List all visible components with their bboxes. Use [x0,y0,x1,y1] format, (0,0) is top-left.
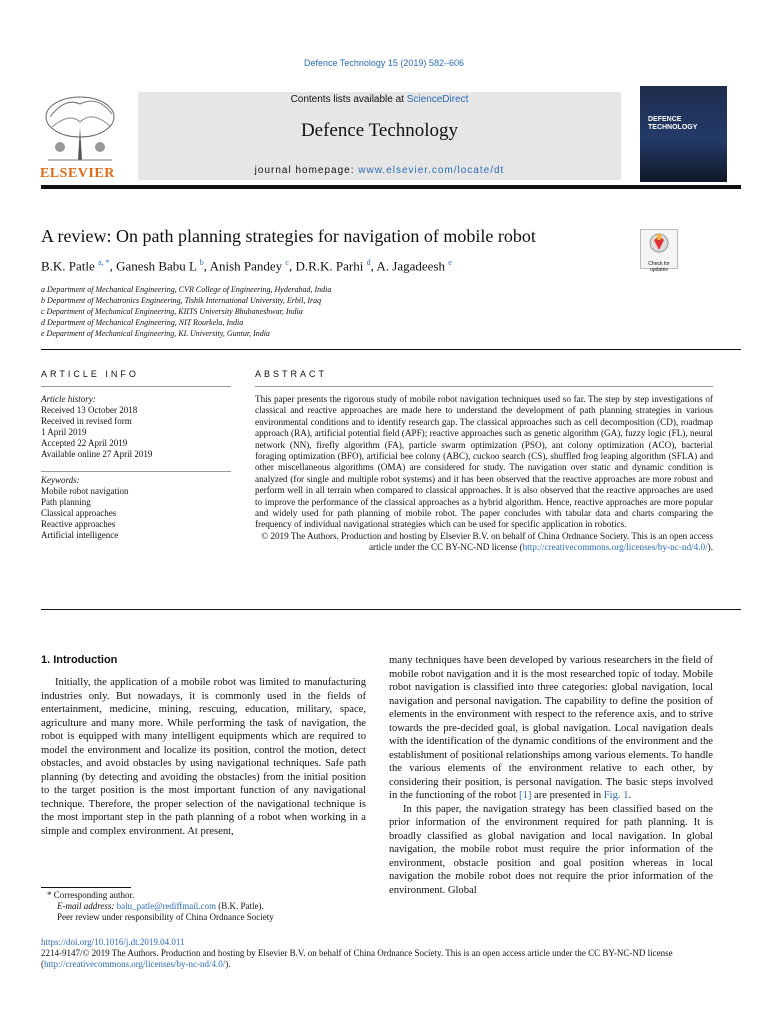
author-affil-sup[interactable]: c [285,258,289,267]
email-note [41,901,274,912]
affiliation: b Department of Mechatronics Engineering, Tishik International University, Erbil, Iraq [41,296,322,305]
intro-paragraph: In this paper, the navigation strategy has been classified based on the prior information of the environment required for path planning. It is broadly classified as global navigation and local navigation. In global navigation, the mobile robot must require the prior information of the environment, obstacle position and goal position whereas in local navigation the mobile robot does not require the prior information of the environment. Global [389,803,713,896]
history-item: Received 13 October 2018 [41,405,138,415]
history-item: 1 April 2019 [41,427,87,437]
intro-right-column [389,654,713,897]
history-item: Accepted 22 April 2019 [41,438,128,448]
reference-link[interactable]: [1] [519,790,532,801]
publisher-name: ELSEVIER [40,166,115,181]
journal-homepage [138,165,621,176]
issn-line [41,948,741,970]
author-name: Ganesh Babu L [116,258,197,274]
info-rule [41,386,231,387]
article-history [41,394,231,460]
bottom-matter [41,937,741,970]
email-link[interactable]: balu_patle@rediffmail.com [116,901,217,911]
author-affil-sup[interactable]: a, * [98,258,110,267]
peer-review-note: Peer review under responsibility of China Ordnance Society [57,912,274,922]
history-label: Article history: [41,394,96,404]
intro-heading: 1. Introduction [41,654,118,666]
homepage-link[interactable]: www.elsevier.com/locate/dt [358,165,505,176]
header-rule [41,185,741,189]
email-suffix: (B.K. Patle). [216,901,264,911]
text-run: many techniques have been developed by various researchers in the field of mobile robot navigation and it is the most researched topic of today. Mobile robot navigation is classified into three categories: global navigation, local navigation and personal navigation. The capability to define the position of elements in the environment with respect to the reference axis, and to strive towards the pre-decided goal, is global navigation. Local navigation deals with the identification of the dynamic conditions of the environment and the establishment of positional relationships among various elements. To handle the various elements of the environment relative to each other, by considering their position, is personal navigation. The basic steps involved in the functioning of the robot [389,655,713,801]
elsevier-tree-logo [40,92,120,162]
contents-prefix: Contents lists available at [290,94,407,105]
copyright-close: ). [707,542,713,553]
abstract-copyright [255,531,713,554]
figure-link[interactable]: Fig. 1 [603,790,629,801]
footnote-rule [41,887,131,888]
text-run: are presented in [531,790,604,801]
keyword: Mobile robot navigation [41,486,129,496]
crossmark-icon [641,230,677,256]
intro-paragraph: Initially, the application of a mobile robot was limited to manufacturing industries only. But nowadays, it is commonly used in the fields of entertainment, medicine, mining, rescuing, education, military, space, agriculture and many more. While performing the task of navigation, the robot is equipped with many intelligent equipments which are required to model the environment and localize its position, control the motion, detect obstacles, and avoid obstacles by using navigational techniques. Safe path planning (by detecting and avoiding the obstacles) from the initial position to the target position is the most important function of any navigational technique. Therefore, the proper selection of the navigational technique is the most important step in the path planning of a robot when working in a simple and complex environment. At present, [41,677,366,837]
keyword: Classical approaches [41,508,117,518]
sciencedirect-link[interactable]: ScienceDirect [406,94,469,105]
history-item: Available online 27 April 2019 [41,449,153,459]
intro-paragraph [389,654,713,803]
author-name: Anish Pandey [209,258,283,274]
email-label: E-mail address: [57,901,117,911]
corresponding-author-note: * Corresponding author. [47,890,135,900]
crossmark-label: Check for updates [648,261,670,273]
section-rule [41,349,741,350]
issn-text: 2214-9147/© 2019 The Authors. Production and hosting by Elsevier B.V. on behalf of China Ordnance Society. This is an open access article under the CC BY-NC-ND license ( [41,948,673,969]
author-name: D.R.K. Parhi [295,258,364,274]
abstract-text: This paper presents the rigorous study of mobile robot navigation techniques used so far. The step by step investigations of classical and reactive approaches are made here to understand the development of path planning strategies in various environmental conditions and to identify research gap. The classical approaches such as cell decomposition (CD), roadmap approach (RA), artificial potential field (APF); reactive approaches such as genetic algorithm (GA), fuzzy logic (FL), neural network (NN), firefly algorithm (FA), particle swarm optimization (PSO), ant colony optimization (ACO), bacterial foraging optimization (BFO), artificial bee colony (ABC), cuckoo search (CS), shuffled frog leaping algorithm (SFLA) and other miscellaneous algorithms (OMA) are considered for study. The navigation over static and dynamic condition is analyzed (for single and multiple robot systems) and it has been observed that the reactive approaches are more robust and perform well in all terrain when compared to classical approaches. It is also observed that the reactive approaches are used to improve the performance of the classical approaches as a hybrid algorithm. Hence, reactive approaches are more popular and widely used for path planning of mobile robot. The paper concludes with tabular data and charts comparing the frequency of individual navigational strategies which can be used for specific application in robotics. [255,394,713,530]
affiliation: a Department of Mechanical Engineering, CVR College of Engineering, Hyderabad, India [41,285,332,294]
history-item: Received in revised form [41,416,132,426]
abstract-rule [255,386,713,387]
license-link[interactable]: http://creativecommons.org/licenses/by-nc-nd/4.0/ [522,542,708,553]
keyword: Reactive approaches [41,519,116,529]
article-title: A review: On path planning strategies for navigation of mobile robot [41,226,536,246]
affiliation: d Department of Mechanical Engineering, NIT Rourkela, India [41,318,244,327]
journal-name: Defence Technology [300,120,459,141]
copyright-text: © 2019 The Authors. Production and hosting by Elsevier B.V. on behalf of China Ordnance Society. This is an open access article under the CC BY-NC-ND license ( [261,530,713,553]
author-affil-sup[interactable]: e [448,258,452,267]
journal-citation: Defence Technology 15 (2019) 582–606 [304,58,464,68]
abstract-heading: ABSTRACT [255,369,328,379]
keywords [41,475,231,541]
abstract-body [255,394,713,554]
affiliation: c Department of Mechanical Engineering, KIITS University Bhubaneshwar, India [41,307,303,316]
intro-left-column [41,676,366,838]
keywords-label: Keywords: [41,475,80,485]
author-name: B.K. Patle [41,258,95,274]
affiliations [41,284,331,339]
crossmark-badge[interactable] [640,229,678,273]
affiliation: e Department of Mechanical Engineering, KL University, Guntur, India [41,329,270,338]
journal-cover [640,86,727,182]
author-list: B.K. Patle $^{a, *}$, Ganesh Babu L $^b$, Anish Pandey $^c$, D.R.K. Parhi $^d$, A. Jagadeesh $^e$ [41,258,452,274]
keyword: Artificial intelligence [41,530,119,540]
doi-link[interactable]: https://doi.org/10.1016/j.dt.2019.04.011 [41,937,185,947]
article-info-heading: ARTICLE INFO [41,369,139,379]
author-affil-sup[interactable]: d [366,258,371,267]
issn-close: ). [225,959,231,969]
author-name: A. Jagadeesh [376,258,445,274]
contents-line [138,94,621,105]
license-link[interactable]: http://creativecommons.org/licenses/by-nc-nd/4.0/ [44,959,226,969]
footnotes [41,890,274,923]
author-affil-sup[interactable]: b [199,258,204,267]
text-run: . [628,790,632,801]
homepage-label: journal homepage: [254,165,359,176]
section-rule [41,609,741,610]
cover-title-2: TECHNOLOGY [648,124,698,131]
cover-title-1: DEFENCE [648,116,682,123]
info-rule [41,471,231,472]
keyword: Path planning [41,497,91,507]
